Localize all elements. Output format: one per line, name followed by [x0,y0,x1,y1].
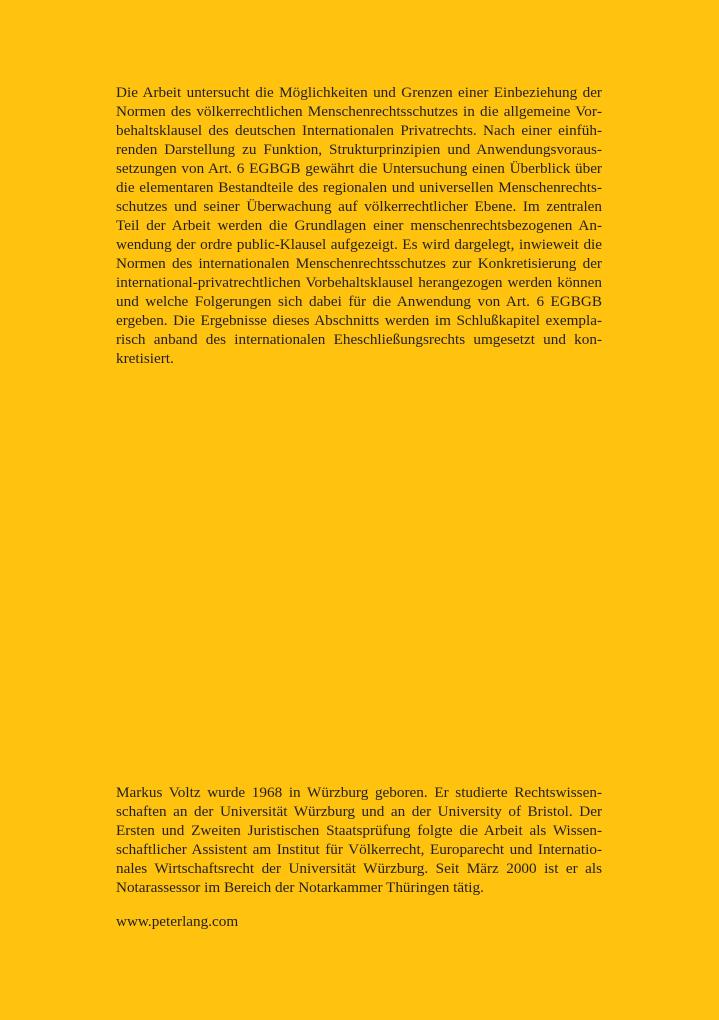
book-abstract: Die Arbeit untersucht die Möglichkeiten und Grenzen einer Einbeziehung der Normen des völkerrechtlichen Menschenrechtsschutzes in die allgemeine Vorbehaltsklausel des deutschen Internationalen Privatrechts. Nach einer einführenden Darstellung zu Funktion, Strukturprinzipien und Anwendungsvoraussetzungen von Art. 6 EGBGB gewährt die Untersuchung einen Überblick über die elementaren Bestandteile des regionalen und universellen Menschenrechtsschutzes und seiner Überwachung auf völkerrechtlicher Ebene. Im zentralen Teil der Arbeit werden die Grundlagen einer menschenrechtsbezogenen Anwendung der ordre public-Klausel aufgezeigt. Es wird dargelegt, inwieweit die Normen des internationalen Menschenrechtsschutzes zur Konkretisierung der international-privatrechtlichen Vorbehaltsklausel herangezogen werden können und welche Folgerungen sich dabei für die Anwendung von Art. 6 EGBGB ergeben. Die Ergebnisse dieses Abschnitts werden im Schlußkapitel exemplarisch anband des internationalen Eheschließungsrechts umgesetzt und konkretisiert. [116,84,602,367]
publisher-website[interactable]: www.peterlang.com [116,913,239,930]
author-biography: Markus Voltz wurde 1968 in Würzburg geboren. Er studierte Rechtswissenschaften an der Universität Würzburg und an der University of Bristol. Der Ersten und Zweiten Juristischen Staatsprüfung folgte die Arbeit als Wissenschaftlicher Assistent am Institut für Völkerrecht, Europarecht und Internationales Wirtschaftsrecht der Universität Würzburg. Seit März 2000 ist er als Notarassessor im Bereich der Notarkammer Thüringen tätig. [116,784,602,896]
